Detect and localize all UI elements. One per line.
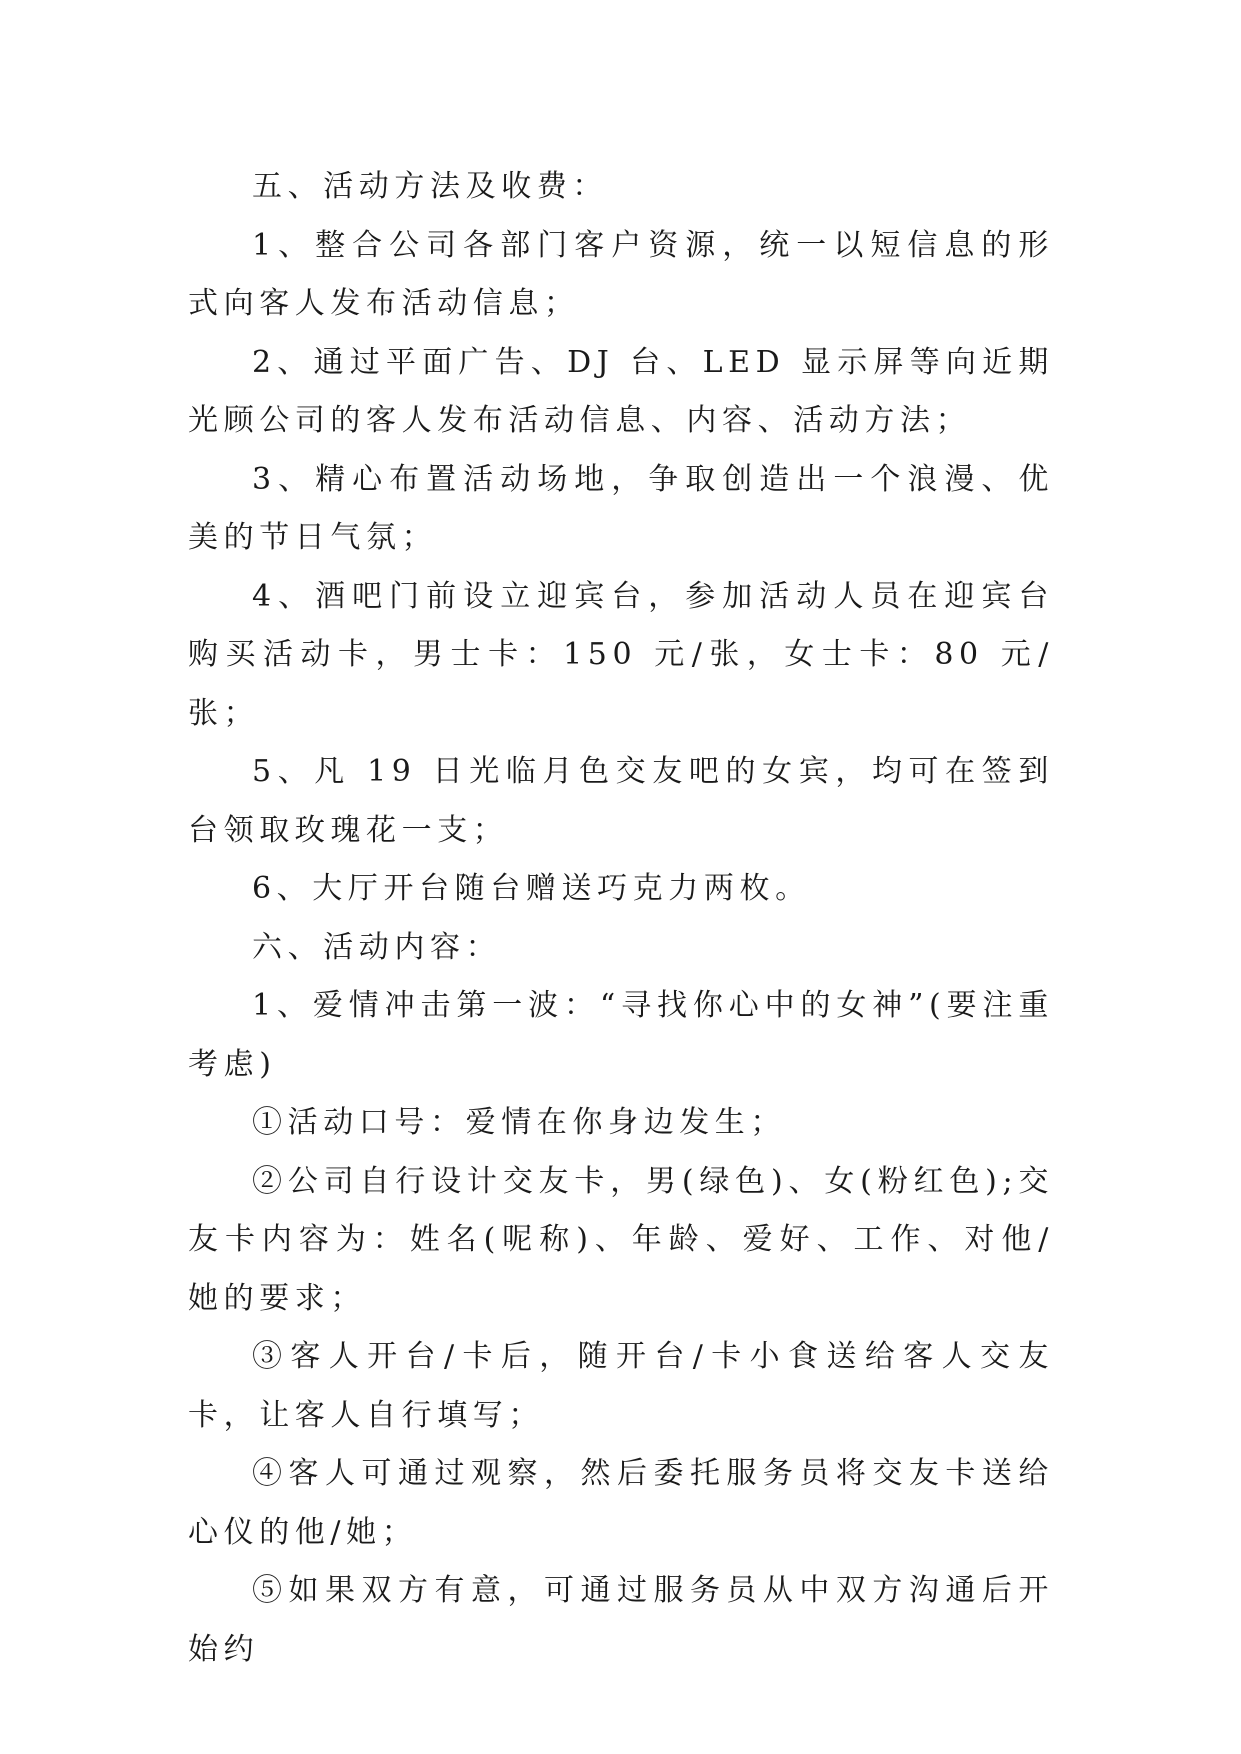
paragraph-item: 3、精心布置活动场地，争取创造出一个浪漫、优美的节日气氛； (188, 461, 1054, 555)
document-body (188, 158, 1054, 1679)
section-heading-methods: 五、活动方法及收费： (252, 169, 608, 204)
paragraph-item: ⑤如果双方有意，可通过服务员从中双方沟通后开始约 (188, 1573, 1054, 1667)
paragraph-item: 1、爱情冲击第一波：“寻找你心中的女神”(要注重考虑) (188, 988, 1054, 1082)
paragraph-item: 1、整合公司各部门客户资源，统一以短信息的形式向客人发布活动信息； (188, 227, 1054, 321)
section-heading-content: 六、活动内容： (252, 929, 502, 965)
paragraph-item: 5、凡 19 日光临月色交友吧的女宾，均可在签到台领取玫瑰花一支； (188, 754, 1054, 848)
paragraph-item: ④客人可通过观察，然后委托服务员将交友卡送给心仪的他/她； (188, 1456, 1054, 1550)
paragraph-item: ③客人开台/卡后，随开台/卡小食送给客人交友卡，让客人自行填写； (188, 1339, 1054, 1433)
paragraph-item: ②公司自行设计交友卡，男(绿色)、女(粉红色);交友卡内容为：姓名(呢称)、年龄、爱好、工作、对他/她的要求； (188, 1163, 1054, 1316)
paragraph-item: 4、酒吧门前设立迎宾台，参加活动人员在迎宾台购买活动卡，男士卡：150 元/张，女士卡：80 元/张； (188, 578, 1054, 731)
paragraph-item: ①活动口号：爱情在你身边发生； (252, 1105, 786, 1140)
paragraph-item: 2、通过平面广告、DJ 台、LED 显示屏等向近期光顾公司的客人发布活动信息、内容、活动方法； (188, 344, 1054, 438)
paragraph-item: 6、大厅开台随台赠送巧克力两枚。 (252, 871, 811, 906)
